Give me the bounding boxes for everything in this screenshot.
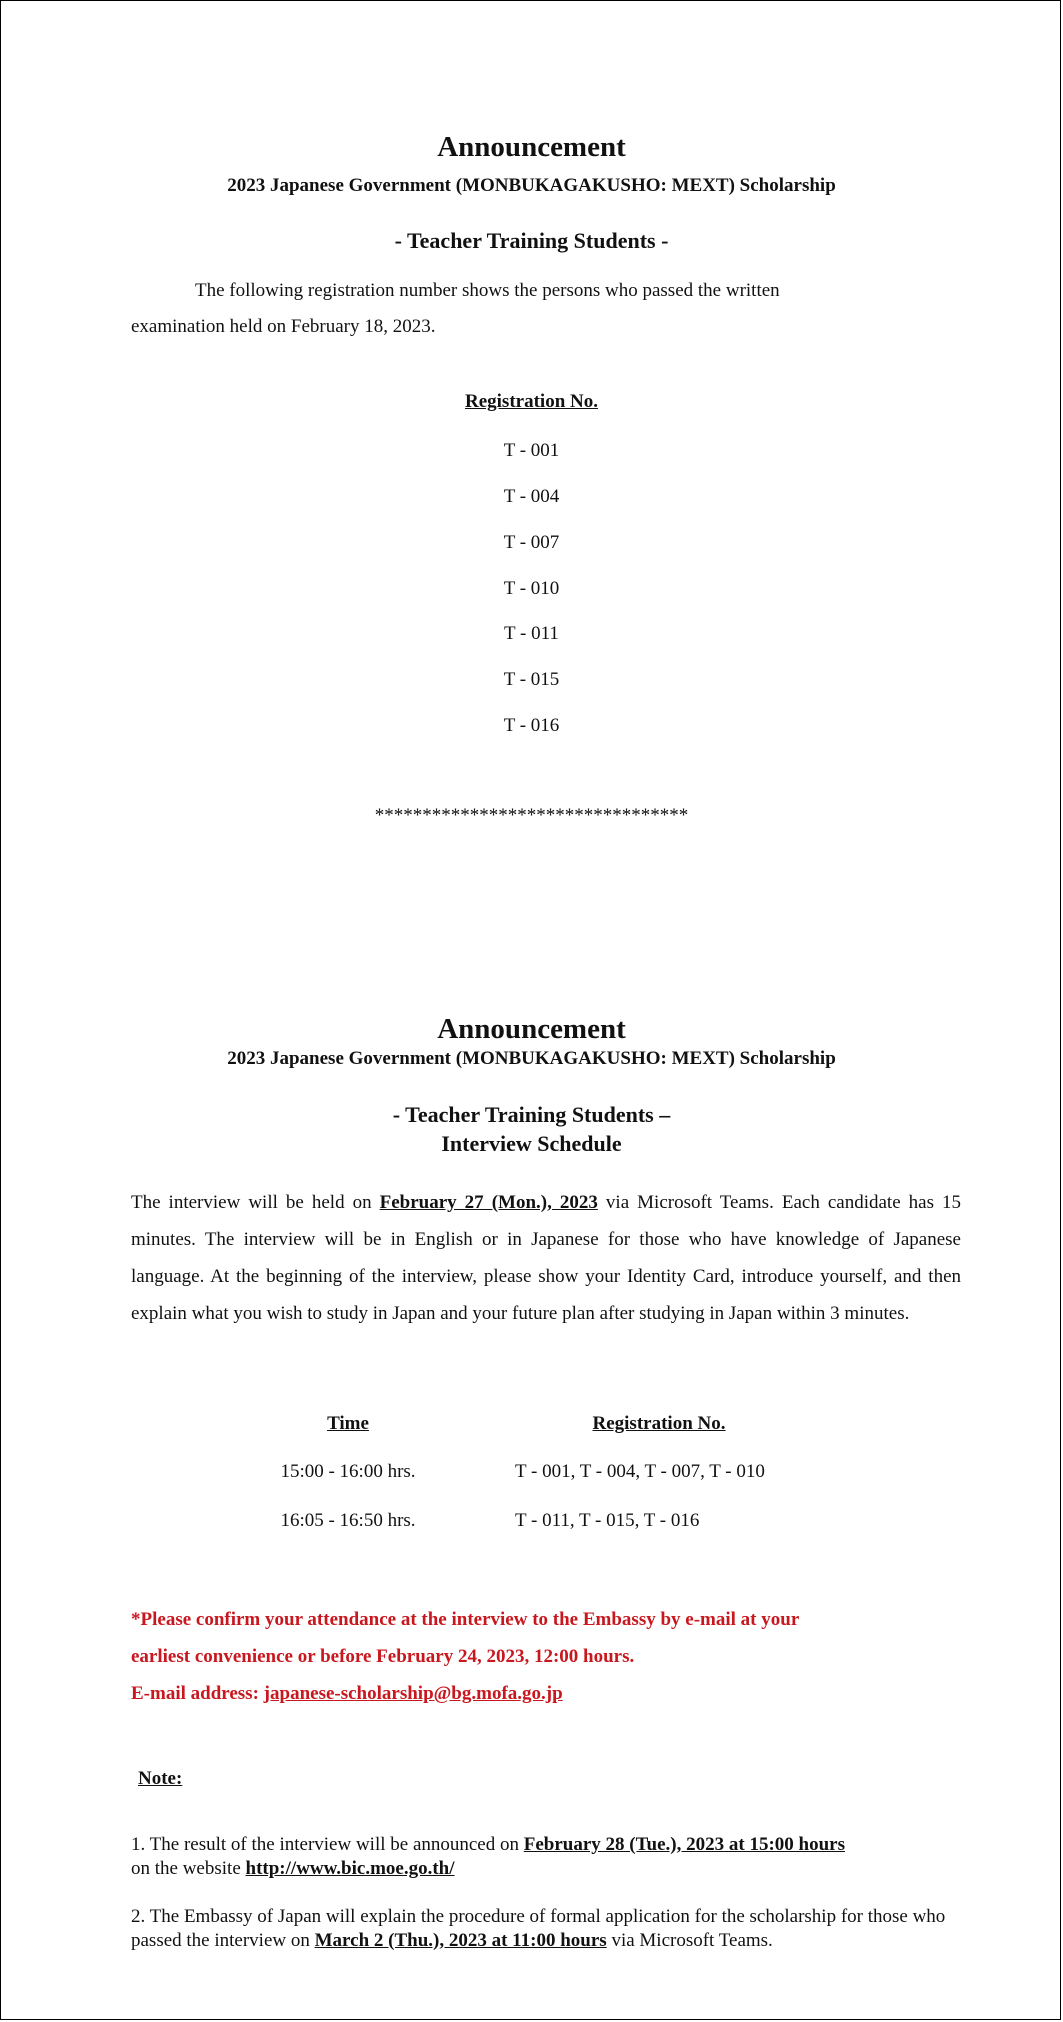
scholarship-subtitle-2: 2023 Japanese Government (MONBUKAGAKUSHO: MEXT) Scholarship — [227, 1048, 836, 1069]
email-link[interactable]: japanese-scholarship@bg.mofa.go.jp — [263, 1683, 563, 1704]
registration-item: T - 007 — [503, 532, 560, 553]
intro-line-2: examination held on February 18, 2023. — [131, 316, 436, 337]
scholarship-subtitle: 2023 Japanese Government (MONBUKAGAKUSHO: MEXT) Scholarship — [227, 175, 836, 196]
registration-item: T - 011 — [504, 623, 559, 644]
registration-item: T - 001 — [503, 440, 560, 461]
table-row-registration: T - 011, T - 015, T - 016 — [515, 1510, 700, 1531]
table-row-time: 15:00 - 16:00 hrs. — [280, 1461, 416, 1482]
note-item-1 — [131, 1833, 961, 1881]
note-text: on the website — [131, 1858, 246, 1879]
paragraph-text: The interview will be held on — [131, 1192, 380, 1213]
explanation-date: March 2 (Thu.), 2023 at 11:00 hours — [314, 1930, 607, 1951]
table-row-time: 16:05 - 16:50 hrs. — [280, 1510, 416, 1531]
email-label: E-mail address: — [131, 1683, 264, 1704]
note-text: 2. The Embassy of Japan will explain the procedure of formal application for the scholarship for those who passed the interview on — [131, 1906, 946, 1951]
interview-paragraph — [131, 1184, 961, 1332]
intro-line-1: The following registration number shows the persons who passed the written — [195, 280, 780, 301]
registration-item: T - 015 — [503, 669, 560, 690]
registration-item: T - 010 — [503, 578, 560, 599]
table-header-time: Time — [327, 1413, 369, 1434]
result-date: February 28 (Tue.), 2023 at 15:00 hours — [523, 1834, 845, 1855]
note-label: Note: — [138, 1768, 183, 1789]
interview-schedule-heading: Interview Schedule — [441, 1131, 622, 1156]
registration-item: T - 004 — [503, 486, 560, 507]
announcement-title-2: Announcement — [437, 1013, 626, 1045]
registration-item: T - 016 — [503, 715, 560, 736]
table-header-registration: Registration No. — [592, 1413, 726, 1434]
note-text: via Microsoft Teams. — [606, 1930, 773, 1951]
confirm-notice-line-1: *Please confirm your attendance at the interview to the Embassy by e-mail at your — [131, 1609, 800, 1630]
website-link[interactable]: http://www.bic.moe.go.th/ — [245, 1858, 455, 1879]
announcement-title: Announcement — [437, 131, 626, 163]
note-item-2 — [131, 1905, 961, 1953]
confirm-notice-line-2: earliest convenience or before February 24, 2023, 12:00 hours. — [131, 1646, 635, 1667]
section-heading-2: - Teacher Training Students – — [392, 1102, 671, 1127]
note-text: 1. The result of the interview will be announced on — [131, 1834, 524, 1855]
registration-header: Registration No. — [465, 391, 598, 412]
paragraph-text: via Microsoft Teams. Each candidate has 15 minutes. The interview will be in English or in Japanese for those who have knowledge of Japanese language. At the beginning of the interview, please show your Identity Card, introduce yourself, and then explain what you wish to study in Japan and your future plan after studying in Japan within 3 minutes. — [131, 1192, 961, 1324]
table-row-registration: T - 001, T - 004, T - 007, T - 010 — [515, 1461, 765, 1482]
section-heading: - Teacher Training Students - — [394, 228, 669, 253]
separator: ********************************* — [374, 805, 689, 826]
interview-date: February 27 (Mon.), 2023 — [379, 1192, 598, 1213]
email-line — [131, 1683, 563, 1705]
